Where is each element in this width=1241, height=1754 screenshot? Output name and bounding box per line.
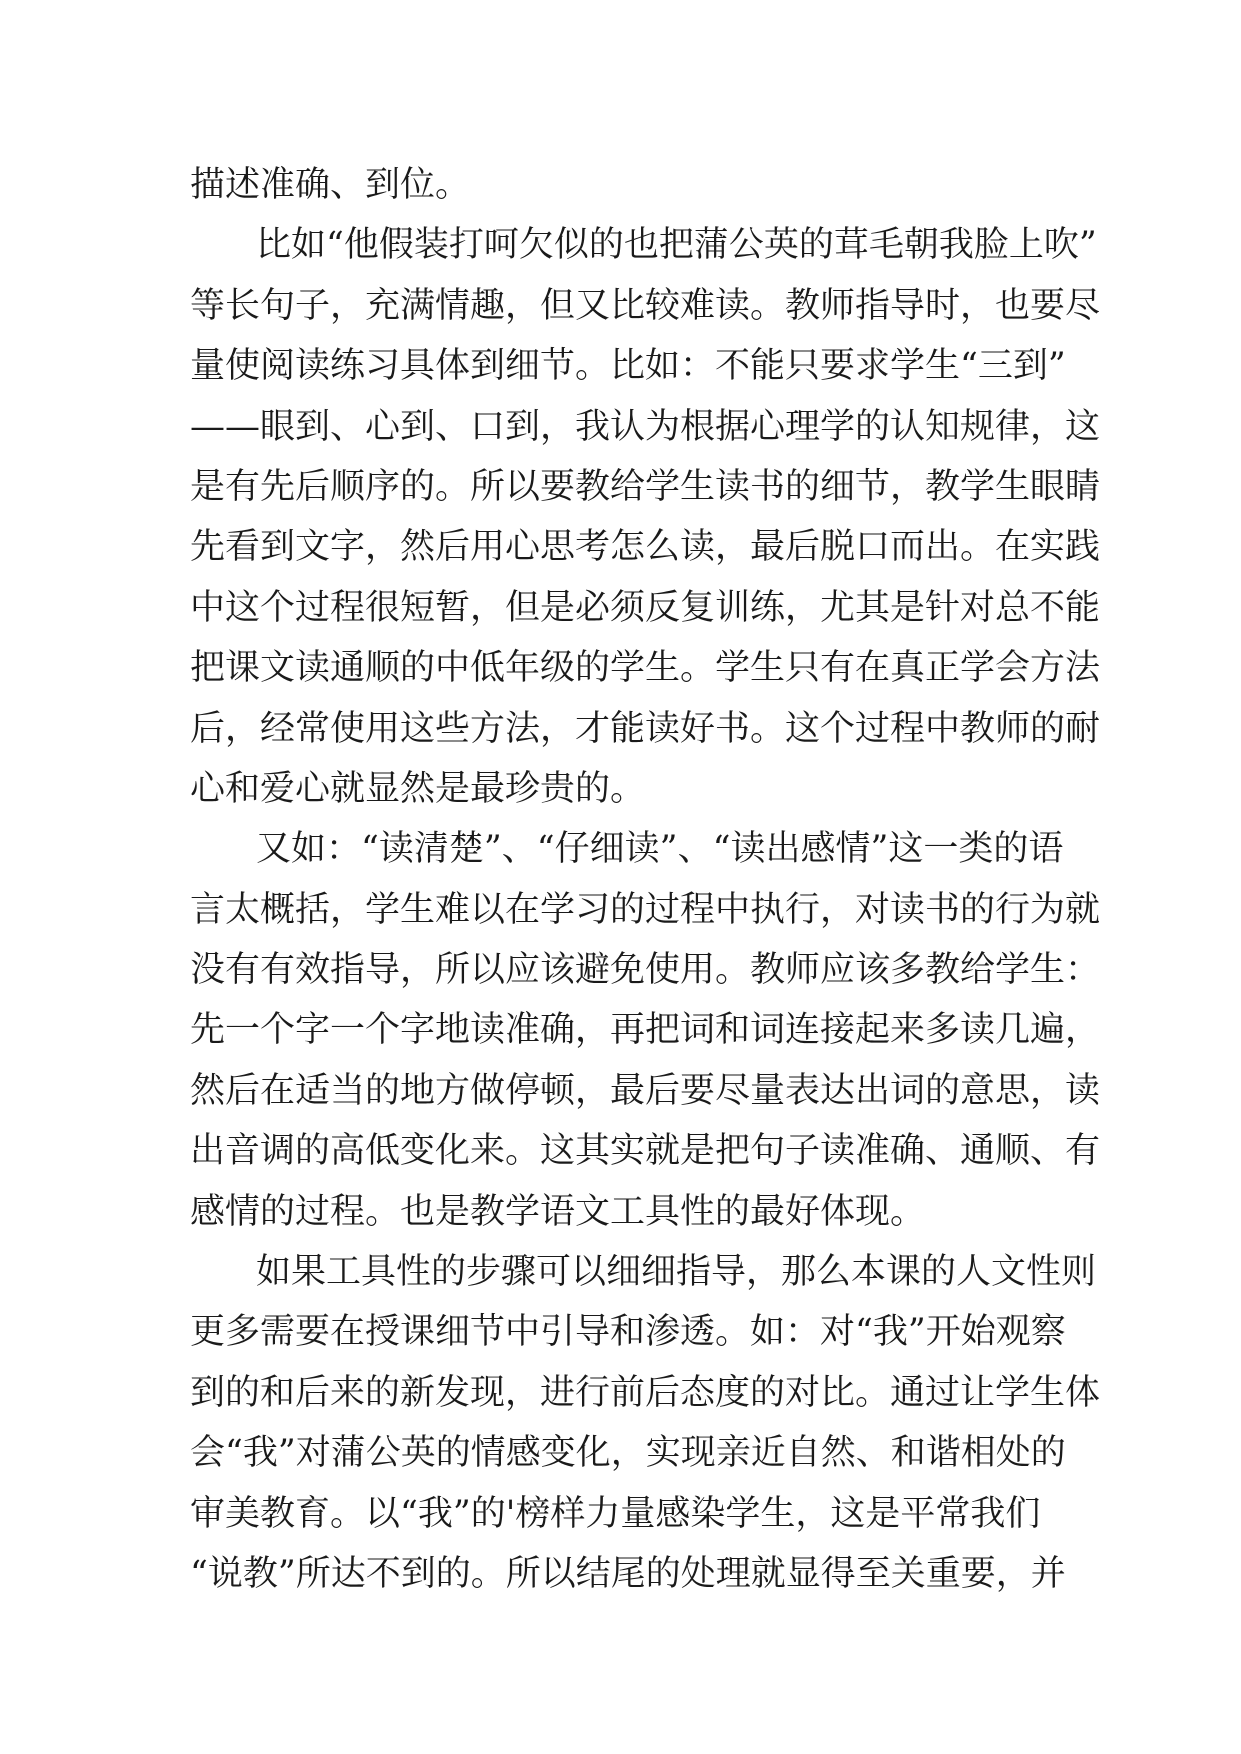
text-line: 中这个过程很短暂，但是必须反复训练，尤其是针对总不能: [190, 587, 1101, 628]
text-line: 没有有效指导，所以应该避免使用。教师应该多教给学生：: [190, 950, 1101, 991]
text-line: 先一个字一个字地读准确，再把词和词连接起来多读几遍，: [190, 1010, 1101, 1051]
text-line: 描述准确、到位。: [190, 165, 471, 205]
paragraph-start-line: 比如“他假装打呵欠似的也把蒲公英的茸毛朝我脸上吹”: [256, 225, 1097, 266]
text-line: 先看到文字，然后用心思考怎么读，最后脱口而出。在实践: [190, 527, 1101, 568]
paragraph-start-line: 又如：“读清楚”、“仔细读”、“读出感情”这一类的语: [256, 829, 1064, 870]
text-line: 审美教育。以“我”的'榜样力量感染学生，这是平常我们: [190, 1493, 1041, 1534]
text-line: ——眼到、心到、口到，我认为根据心理学的认知规律，这: [190, 406, 1101, 447]
text-line: 量使阅读练习具体到细节。比如：不能只要求学生“三到”: [190, 346, 1066, 387]
text-line: 更多需要在授课细节中引导和渗透。如：对“我”开始观察: [190, 1312, 1066, 1353]
body-text: [190, 155, 1101, 1604]
text-line: “说教”所达不到的。所以结尾的处理就显得至关重要，并: [190, 1553, 1066, 1594]
text-line: 后，经常使用这些方法，才能读好书。这个过程中教师的耐: [190, 708, 1101, 749]
text-line: 把课文读通顺的中低年级的学生。学生只有在真正学会方法: [190, 648, 1101, 689]
paragraph-start-line: 如果工具性的步骤可以细细指导，那么本课的人文性则: [256, 1252, 1097, 1293]
text-line: 是有先后顺序的。所以要教给学生读书的细节，教学生眼睛: [190, 466, 1101, 507]
text-line: 感情的过程。也是教学语文工具性的最好体现。: [190, 1191, 926, 1232]
text-line: 等长句子，充满情趣，但又比较难读。教师指导时，也要尽: [190, 285, 1101, 326]
text-line: 言太概括，学生难以在学习的过程中执行，对读书的行为就: [190, 889, 1101, 930]
text-line: 出音调的高低变化来。这其实就是把句子读准确、通顺、有: [190, 1131, 1101, 1172]
text-line: 心和爱心就显然是最珍贵的。: [190, 768, 646, 809]
text-line: 会“我”对蒲公英的情感变化，实现亲近自然、和谐相处的: [190, 1433, 1066, 1474]
text-line: 然后在适当的地方做停顿，最后要尽量表达出词的意思，读: [190, 1070, 1101, 1111]
text-line: 到的和后来的新发现，进行前后态度的对比。通过让学生体: [190, 1372, 1101, 1413]
